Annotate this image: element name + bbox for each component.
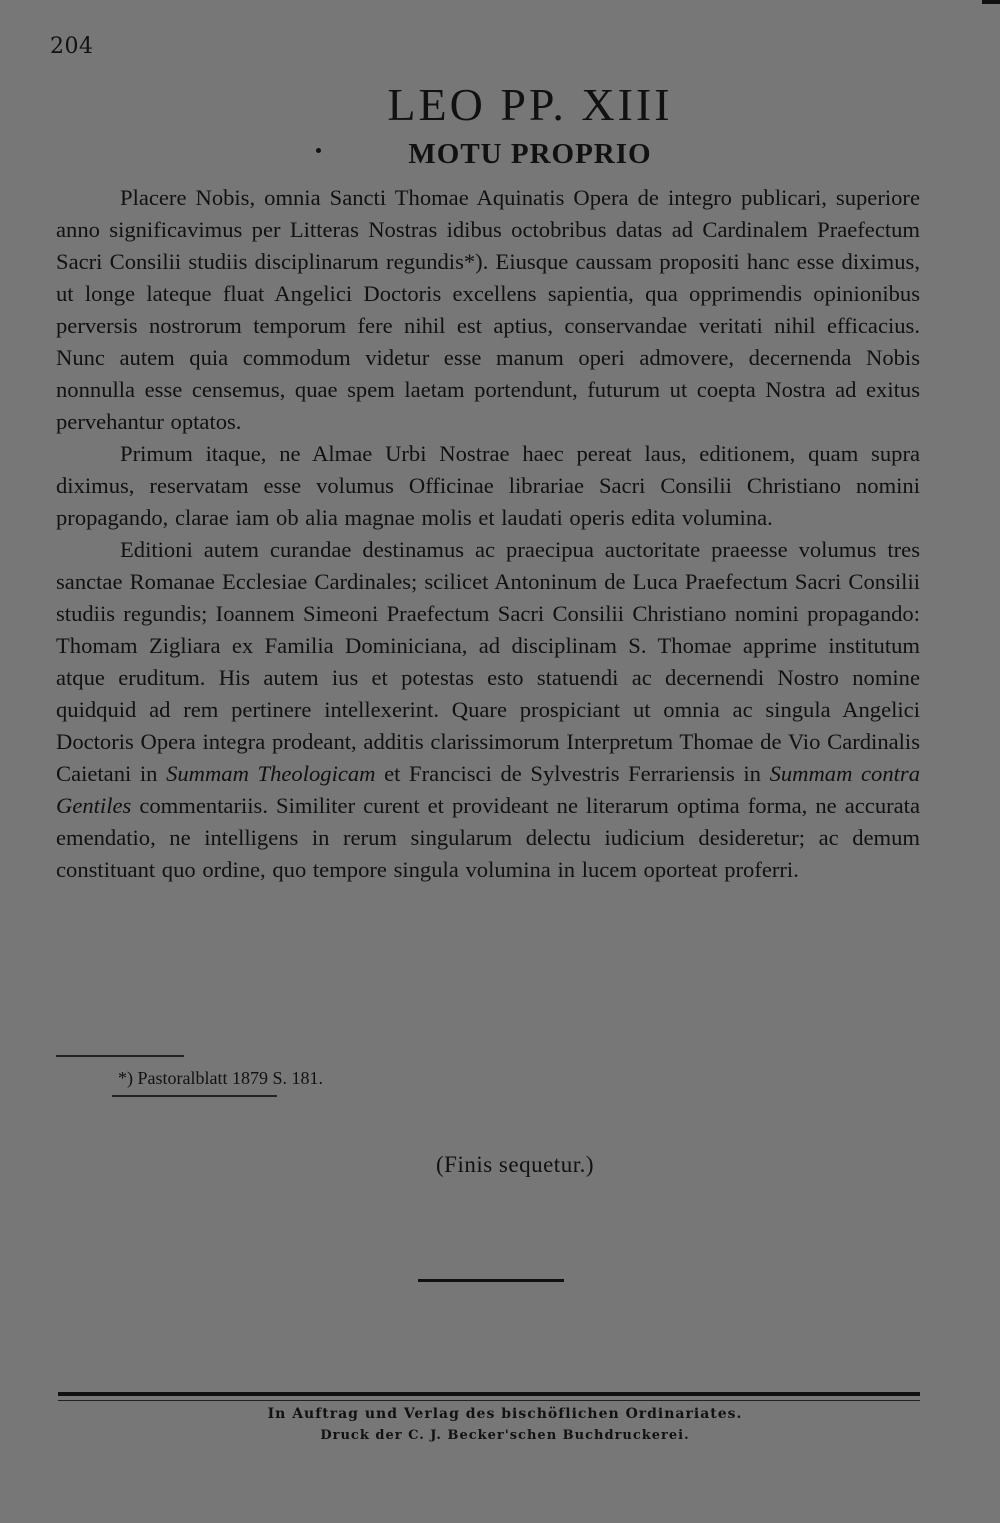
footnote-rule bbox=[56, 1055, 184, 1057]
subtitle bbox=[0, 138, 1000, 171]
paragraph-1-text: Placere Nobis, omnia Sancti Thomae Aquinatis Opera de integro publicari, superiore anno significavimus per Litteras Nostras idibus octobribus datas ad Cardinalem Praefectum Sacri Consilii studiis disciplinarum regundis*). Eiusque caussam propositi hanc esse diximus, ut longe lateque fluat Angelici Doctoris excellens sapientia, qua opprimendis opinionibus perversis nostrorum temporum fere nihil est aptius, conservandae veritati nihil efficacius. Nunc autem quia commodum videtur esse manum operi admovere, decernenda Nobis nonnulla esse censemus, quae spem laetam portendunt, futurum ut coepta Nostra ad exitus pervehantur optatos. bbox=[56, 185, 920, 434]
paragraph-2 bbox=[56, 438, 920, 534]
footnote-underline bbox=[112, 1095, 277, 1097]
end-rule bbox=[418, 1279, 564, 1282]
paragraph-2-text: Primum itaque, ne Almae Urbi Nostrae haec pereat laus, editionem, quam supra diximus, reservatam esse volumus Officinae librariae Sacri Consilii Christiano nomini propagando, clarae iam ob alia magnae molis et laudati operis edita volumina. bbox=[56, 441, 920, 530]
bullet-dot bbox=[316, 148, 321, 153]
footnote: *) Pastoralblatt 1879 S. 181. bbox=[118, 1068, 323, 1088]
subtitle-text: MOTU PROPRIO bbox=[408, 138, 652, 170]
paragraph-1 bbox=[56, 182, 920, 438]
corner-mark bbox=[982, 0, 1000, 4]
page-title: LEO PP. XIII bbox=[387, 79, 673, 130]
finis-note: (Finis sequetur.) bbox=[436, 1152, 594, 1177]
paragraph-3-text-c: commentariis. Similiter curent et provideant ne literarum optima forma, ne accurata emendatio, ne intelligens in rerum singularum delectu iudicium desideretur; ac demum constituant quo ordine, quo tempore singula volumina in lucem oporteat proferri. bbox=[56, 793, 920, 882]
imprint-line-1: In Auftrag und Verlag des bischöflichen Ordinariates. bbox=[267, 1406, 743, 1422]
imprint-rule-thick bbox=[58, 1392, 920, 1396]
body-text bbox=[56, 182, 920, 886]
paragraph-3-text-b: et Francisci de Sylvestris Ferrariensis in bbox=[375, 761, 770, 786]
paragraph-3 bbox=[56, 534, 920, 886]
work-title-summa-theologica: Summam Theologicam bbox=[166, 761, 376, 786]
page-number: 204 bbox=[50, 34, 94, 59]
imprint-rule-thin bbox=[58, 1400, 920, 1401]
work-title-summa-contra-gentiles: Summam contra Gentiles bbox=[56, 761, 921, 818]
imprint-line-2: Druck der C. J. Becker'schen Buchdruckerei. bbox=[320, 1428, 690, 1443]
paragraph-3-text-a: Editioni autem curandae destinamus ac praecipua auctoritate praeesse volumus tres sanctae Romanae Ecclesiae Cardinales; scilicet Antoninum de Luca Praefectum Sacri Consilii studiis regundis; Ioannem Simeoni Praefectum Sacri Consilii Christiano nomini propagando: Thomam Zigliara ex Familia Dominiciana, ad disciplinam S. Thomae apprime institutum atque eruditum. His autem ius et potestas esto statuendi ac decernendi Nostro nomine quidquid ad rem pertinere intellexerint. Quare prospiciant ut omnia ac singula Angelici Doctoris Opera integra prodeant, additis clarissimorum Interpretum Thomae de Vio Cardinalis Caietani in bbox=[56, 537, 920, 786]
